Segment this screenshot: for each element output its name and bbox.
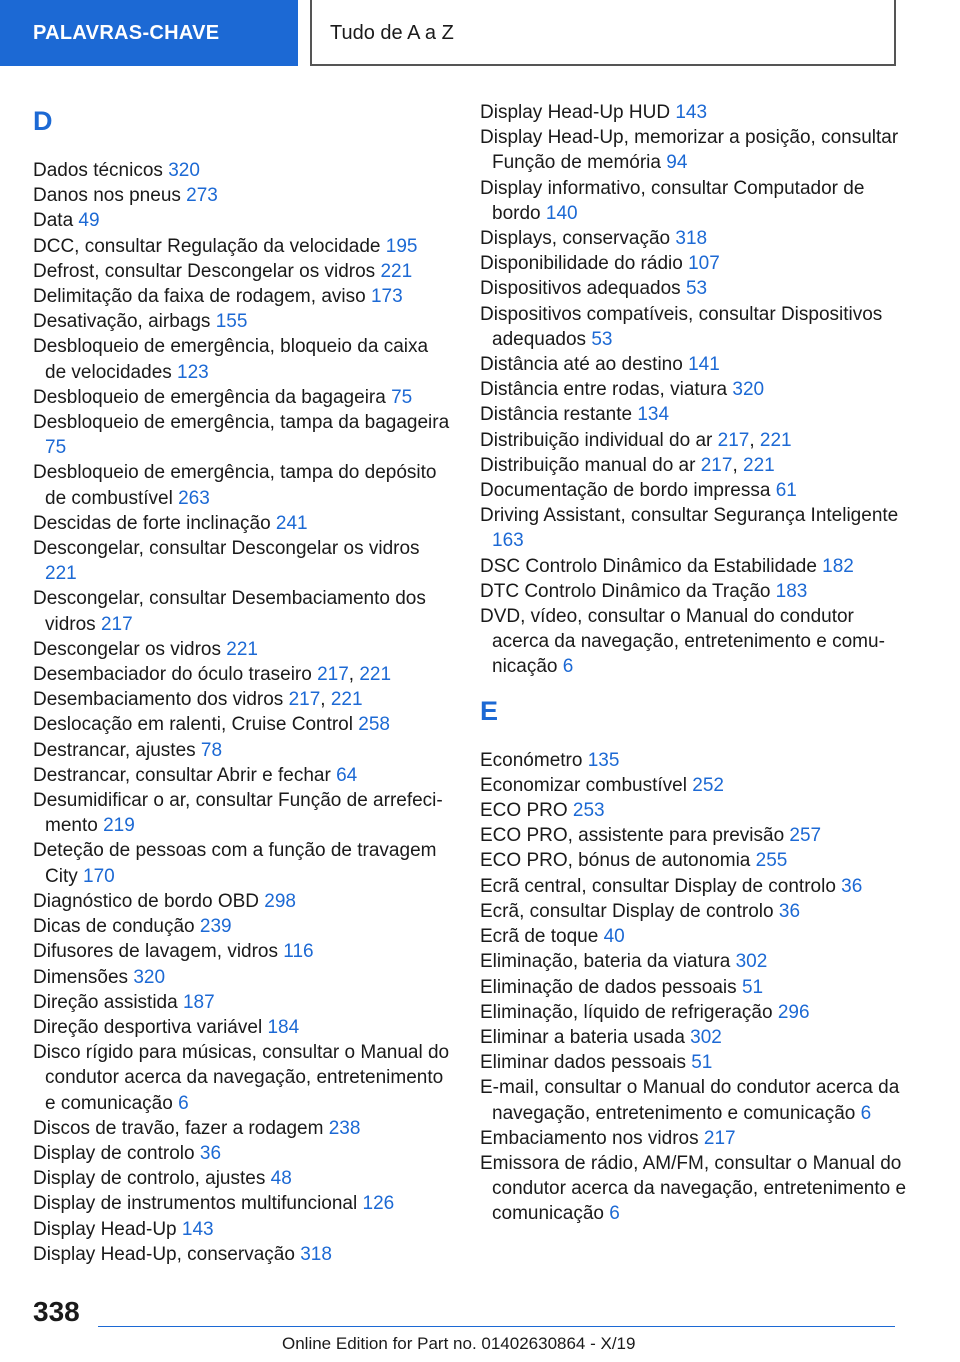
page-reference-link[interactable]: 64 <box>336 764 358 786</box>
page-reference-link[interactable]: 217 <box>703 1127 736 1149</box>
page-reference-link[interactable]: 61 <box>775 480 797 502</box>
index-entry-text: Eliminação, líquido de refrigeração <box>480 1001 773 1023</box>
page-reference-link[interactable]: 221 <box>380 260 413 282</box>
index-entry <box>480 1025 910 1050</box>
index-entry: Desembaciamento dos vidros 217, 221 <box>33 689 363 711</box>
index-entry <box>33 284 453 309</box>
index-entry-text: Descongelar, consultar Desembaciamento dos vidros <box>33 588 426 635</box>
index-entry-text: Dados técnicos <box>33 160 163 181</box>
index-entry <box>33 208 453 233</box>
index-entry <box>480 1126 910 1151</box>
index-entry <box>33 536 453 586</box>
index-entry <box>33 712 453 737</box>
page-reference-link[interactable]: 53 <box>685 278 708 300</box>
index-letter-heading: E <box>480 695 499 726</box>
index-entry-text: Dispositivos adequados <box>480 278 681 300</box>
page-reference-link[interactable]: 217 <box>288 689 321 711</box>
page-reference-link[interactable]: 320 <box>133 966 166 988</box>
page-reference-link[interactable]: 78 <box>200 739 223 761</box>
page-reference-link[interactable]: 94 <box>666 152 688 174</box>
index-entry <box>480 949 910 974</box>
page-reference-link[interactable]: 255 <box>755 850 788 872</box>
index-entry <box>480 874 910 899</box>
page-reference-link[interactable]: 134 <box>637 404 670 426</box>
index-entry <box>480 176 910 226</box>
page-reference-link[interactable]: 116 <box>283 941 314 963</box>
index-entry-text: Display de controlo <box>33 1142 195 1164</box>
index-entry-text: Display de controlo, ajustes <box>33 1168 266 1190</box>
page-reference-link[interactable]: 258 <box>358 714 390 736</box>
index-entry <box>480 100 910 125</box>
index-entry-text: Desbloqueio de emergência, tampa da bagageira <box>33 412 450 434</box>
index-entry <box>33 1242 453 1267</box>
index-entry-text: Eliminação, bateria da viatura <box>480 951 731 973</box>
index-entry <box>480 1075 910 1125</box>
page-reference-link[interactable]: 53 <box>591 328 613 350</box>
index-column-left <box>33 100 453 1267</box>
index-entry-text: Data <box>33 210 74 232</box>
index-entry <box>33 1166 453 1191</box>
page-reference-link[interactable]: 217 <box>317 664 349 686</box>
page-reference-link[interactable]: 36 <box>199 1142 222 1164</box>
index-entry-text: Display Head-Up <box>33 1218 177 1240</box>
page-reference-link[interactable]: 75 <box>45 437 67 459</box>
page-reference-link[interactable]: 155 <box>215 311 248 333</box>
index-entry <box>33 460 453 510</box>
index-entry <box>33 738 453 763</box>
page-reference-link[interactable]: 51 <box>691 1052 713 1074</box>
index-entry <box>480 1000 910 1025</box>
page-reference-link[interactable]: 163 <box>492 530 524 552</box>
page-reference-link[interactable]: 238 <box>328 1117 361 1139</box>
page-reference-link[interactable]: 183 <box>775 580 808 602</box>
index-entry-text: Displays, conservação <box>480 228 671 250</box>
index-entry-text: Emissora de rádio, AM/FM, consultar o Manual do condutor acerca da navegação, entretenimento e comunicação <box>480 1152 907 1225</box>
index-entry-text: Distribuição manual do ar <box>480 454 696 476</box>
page-reference-link[interactable]: 221 <box>759 429 792 451</box>
page-reference-link[interactable]: 36 <box>778 900 801 922</box>
index-entry <box>33 1040 453 1116</box>
page-reference-link[interactable]: 6 <box>178 1092 189 1114</box>
index-entry-text: Eliminação de dados pessoais <box>480 976 737 998</box>
index-entry-text: Delimitação da faixa de rodagem, aviso <box>33 286 366 308</box>
index-entry-text: Dimensões <box>33 966 129 988</box>
page-reference-link[interactable]: 320 <box>168 160 200 181</box>
page-reference-link[interactable]: 51 <box>741 976 764 998</box>
page-reference-link[interactable]: 6 <box>860 1102 872 1124</box>
index-entry-text: Descongelar, consultar Descongelar os vidros <box>33 538 420 560</box>
index-entry-text: Destrancar, consultar Abrir e fechar <box>33 764 331 786</box>
index-entry-text: Display Head-Up, memorizar a posição, consultar Função de memória <box>480 127 899 174</box>
index-entry-text: Direção assistida <box>33 991 178 1013</box>
index-entry <box>480 125 910 175</box>
page-reference-link[interactable]: 302 <box>690 1026 722 1048</box>
index-entry-text: Ecrã de toque <box>480 926 599 948</box>
index-entry <box>480 748 910 773</box>
index-entry-text: Destrancar, ajustes <box>33 739 196 761</box>
page-reference-link[interactable]: 123 <box>177 361 209 383</box>
page-reference-link[interactable]: 219 <box>103 815 135 837</box>
index-entry-text: Distância restante <box>480 404 633 426</box>
index-entry <box>480 798 910 823</box>
index-entry-text: Display Head-Up, conservação <box>33 1243 295 1265</box>
index-entry <box>33 838 453 888</box>
index-entry-text: Diagnóstico de bordo OBD <box>33 890 260 912</box>
index-entry <box>33 788 453 838</box>
page-reference-link[interactable]: 252 <box>692 774 724 796</box>
index-entry-text: Descongelar os vidros <box>33 638 221 660</box>
index-entry <box>33 914 453 939</box>
page-reference-link[interactable]: 320 <box>732 379 765 401</box>
index-entry <box>33 1191 453 1216</box>
page-reference-link[interactable]: 187 <box>182 991 215 1013</box>
index-entry <box>480 251 910 276</box>
page-reference-link[interactable]: 184 <box>267 1016 300 1038</box>
page-reference-link[interactable]: 143 <box>181 1218 214 1240</box>
page-reference-link[interactable]: 318 <box>675 228 708 250</box>
index-entry-text: Ecrã, consultar Display de controlo <box>480 900 774 922</box>
index-entry <box>33 586 453 636</box>
index-entry <box>480 554 910 579</box>
page-reference-link[interactable]: 170 <box>83 865 115 887</box>
index-entry-text: Display de instrumentos multifuncional <box>33 1193 358 1215</box>
index-entry-text: Desbloqueio de emergência da bagageira <box>33 386 386 408</box>
index-letter-heading: D <box>33 106 53 136</box>
index-entry <box>480 276 910 301</box>
page-reference-link[interactable]: 253 <box>572 800 605 822</box>
index-entry-text: Desbloqueio de emergência, tampa do depósito de combustível <box>33 462 437 509</box>
index-entry-text: Ecrã central, consultar Display de controlo <box>480 875 836 897</box>
page-reference-link[interactable]: 263 <box>178 487 210 509</box>
page-reference-link[interactable]: 217 <box>717 429 750 451</box>
index-entry-text: Difusores de lavagem, vidros <box>33 941 278 963</box>
page-header <box>0 0 960 66</box>
page-reference-link[interactable]: 135 <box>587 749 620 771</box>
page-reference-link[interactable]: 221 <box>45 563 77 585</box>
page-number: 338 <box>33 1296 80 1327</box>
page-reference-link[interactable]: 257 <box>789 825 822 847</box>
index-entry-text: Desumidificar o ar, consultar Função de arrefecimento <box>33 790 443 837</box>
page-reference-link[interactable]: 141 <box>688 354 720 376</box>
index-entry <box>480 975 910 1000</box>
section-tab[interactable]: PALAVRAS-CHAVE <box>0 0 298 66</box>
index-entry <box>480 478 910 503</box>
page-reference-link[interactable]: 75 <box>391 386 413 408</box>
index-entry <box>480 402 910 427</box>
index-entry <box>480 579 910 604</box>
index-entry <box>480 503 910 553</box>
index-entry <box>33 1217 453 1242</box>
index-entry <box>480 1050 910 1075</box>
page-reference-link[interactable]: 195 <box>385 235 418 257</box>
index-entry <box>480 302 910 352</box>
page-reference-link[interactable]: 302 <box>735 951 768 973</box>
page-reference-link[interactable]: 40 <box>603 926 625 948</box>
index-entry: Distribuição individual do ar 217, 221 <box>480 429 792 451</box>
index-entry <box>33 1141 453 1166</box>
index-entry <box>480 773 910 798</box>
index-entry <box>480 823 910 848</box>
index-entry-text: Desembaciamento dos vidros <box>33 689 284 711</box>
index-entry <box>33 965 453 990</box>
page-reference-link[interactable]: 107 <box>688 253 720 275</box>
index-entry-text: Deteção de pessoas com a função de travagem City <box>33 840 437 887</box>
index-entry-text: DSC Controlo Dinâmico da Estabilidade <box>480 555 817 577</box>
index-entry <box>33 334 453 384</box>
index-entry <box>33 990 453 1015</box>
index-entry <box>33 511 453 536</box>
index-entry-text: Economizar combustível <box>480 774 687 796</box>
page-reference-link[interactable]: 221 <box>359 664 392 686</box>
index-entry-text: Disco rígido para músicas, consultar o Manual do condutor acerca da navegação, entretenimento e comunicação <box>33 1042 450 1114</box>
page-reference-link[interactable]: 298 <box>264 890 296 912</box>
index-entry <box>33 889 453 914</box>
edition-text: Online Edition for Part no. 01402630864 - X/19 <box>282 1334 636 1353</box>
page-reference-link[interactable]: 48 <box>270 1168 292 1190</box>
page-reference-link[interactable]: 296 <box>777 1001 810 1023</box>
page-reference-link[interactable]: 221 <box>226 638 258 660</box>
index-entry-text: Deslocação em ralenti, Cruise Control <box>33 714 353 736</box>
page-reference-link[interactable]: 221 <box>330 689 363 711</box>
index-entry <box>33 309 453 334</box>
index-entry <box>33 234 453 259</box>
index-entry <box>33 1015 453 1040</box>
index-entry: Desembaciador do óculo traseiro 217, 221 <box>33 664 392 686</box>
page-reference-link[interactable]: 143 <box>675 102 708 123</box>
index-entry-text: Embaciamento nos vidros <box>480 1127 699 1149</box>
index-entry-text: Desembaciador do óculo traseiro <box>33 664 312 686</box>
chapter-title: Tudo de A a Z <box>310 0 896 66</box>
page-reference-link[interactable]: 126 <box>362 1193 395 1215</box>
index-entry <box>33 183 453 208</box>
index-entry <box>33 637 453 662</box>
index-entry <box>480 848 910 873</box>
index-entry-text: ECO PRO <box>480 800 568 822</box>
index-entry-text: Documentação de bordo impressa <box>480 480 771 502</box>
index-entry-text: DVD, vídeo, consultar o Manual do condutor acerca da navegação, entretenimento e comunicação <box>480 606 885 678</box>
page-reference-link[interactable]: 140 <box>545 202 578 224</box>
page-reference-link[interactable]: 6 <box>609 1203 620 1225</box>
index-entry <box>33 1116 453 1141</box>
index-entry-text: Disponibilidade do rádio <box>480 253 683 275</box>
index-entry-text: Dispositivos compatíveis, consultar Dispositivos adequados <box>480 303 883 350</box>
index-column-right <box>480 100 910 1227</box>
index-entry-text: Eliminar a bateria usada <box>480 1026 685 1048</box>
page-reference-link[interactable]: 49 <box>78 210 100 232</box>
page-reference-link[interactable]: 6 <box>562 656 574 678</box>
page-reference-link[interactable]: 318 <box>300 1243 332 1265</box>
index-entry-text: E-mail, consultar o Manual do condutor acerca da navegação, entretenimento e comunicação <box>480 1077 900 1124</box>
index-entry <box>480 226 910 251</box>
index-entry <box>480 899 910 924</box>
index-entry-text: Defrost, consultar Descongelar os vidros <box>33 260 376 282</box>
index-entry-text: DTC Controlo Dinâmico da Tração <box>480 580 771 602</box>
index-entry <box>480 604 910 680</box>
index-entry-text: DCC, consultar Regulação da velocidade <box>33 235 381 257</box>
index-entry <box>33 385 453 410</box>
index-entry <box>33 158 453 183</box>
index-entry-text: Display informativo, consultar Computador de bordo <box>480 177 865 224</box>
index-entry-text: Driving Assistant, consultar Segurança Inteligente <box>480 505 899 527</box>
index-entry-text: Dicas de condução <box>33 916 195 938</box>
index-entry-text: ECO PRO, bónus de autonomia <box>480 850 751 872</box>
index-entry-text: Discos de travão, fazer a rodagem <box>33 1117 324 1139</box>
index-entry <box>480 352 910 377</box>
index-entry <box>480 924 910 949</box>
page-reference-link[interactable]: 239 <box>199 916 232 938</box>
page-reference-link[interactable]: 36 <box>841 875 863 897</box>
index-entry <box>33 259 453 284</box>
index-entry-text: Descidas de forte inclinação <box>33 512 271 534</box>
index-entry-text: Eliminar dados pessoais <box>480 1052 686 1074</box>
index-entry <box>33 763 453 788</box>
index-entry-text: Desbloqueio de emergência, bloqueio da caixa de velocidades <box>33 336 429 383</box>
page-reference-link[interactable]: 217 <box>700 454 733 476</box>
page-reference-link[interactable]: 217 <box>100 613 133 635</box>
index-entry-text: ECO PRO, assistente para previsão <box>480 825 785 847</box>
page-reference-link[interactable]: 173 <box>370 286 403 308</box>
index-entry-text: Desativação, airbags <box>33 311 211 333</box>
page-reference-link[interactable]: 273 <box>186 185 218 207</box>
index-entry-text: Económetro <box>480 749 583 771</box>
index-entry <box>33 939 453 964</box>
index-entry-text: Direção desportiva variável <box>33 1016 263 1038</box>
index-entry-text: Display Head-Up HUD <box>480 102 671 123</box>
index-entry-text: Distribuição individual do ar <box>480 429 713 451</box>
index-entry <box>480 1151 910 1227</box>
page-reference-link[interactable]: 241 <box>275 512 308 534</box>
index-entry <box>480 377 910 402</box>
index-entry-text: Distância entre rodas, viatura <box>480 379 728 401</box>
index-entry <box>33 410 453 460</box>
page-reference-link[interactable]: 221 <box>743 454 775 476</box>
page-reference-link[interactable]: 182 <box>822 555 854 577</box>
index-entry: Distribuição manual do ar 217, 221 <box>480 454 775 476</box>
index-entry-text: Distância até ao destino <box>480 354 683 376</box>
index-entry-text: Danos nos pneus <box>33 185 181 207</box>
footer-divider <box>98 1326 895 1327</box>
